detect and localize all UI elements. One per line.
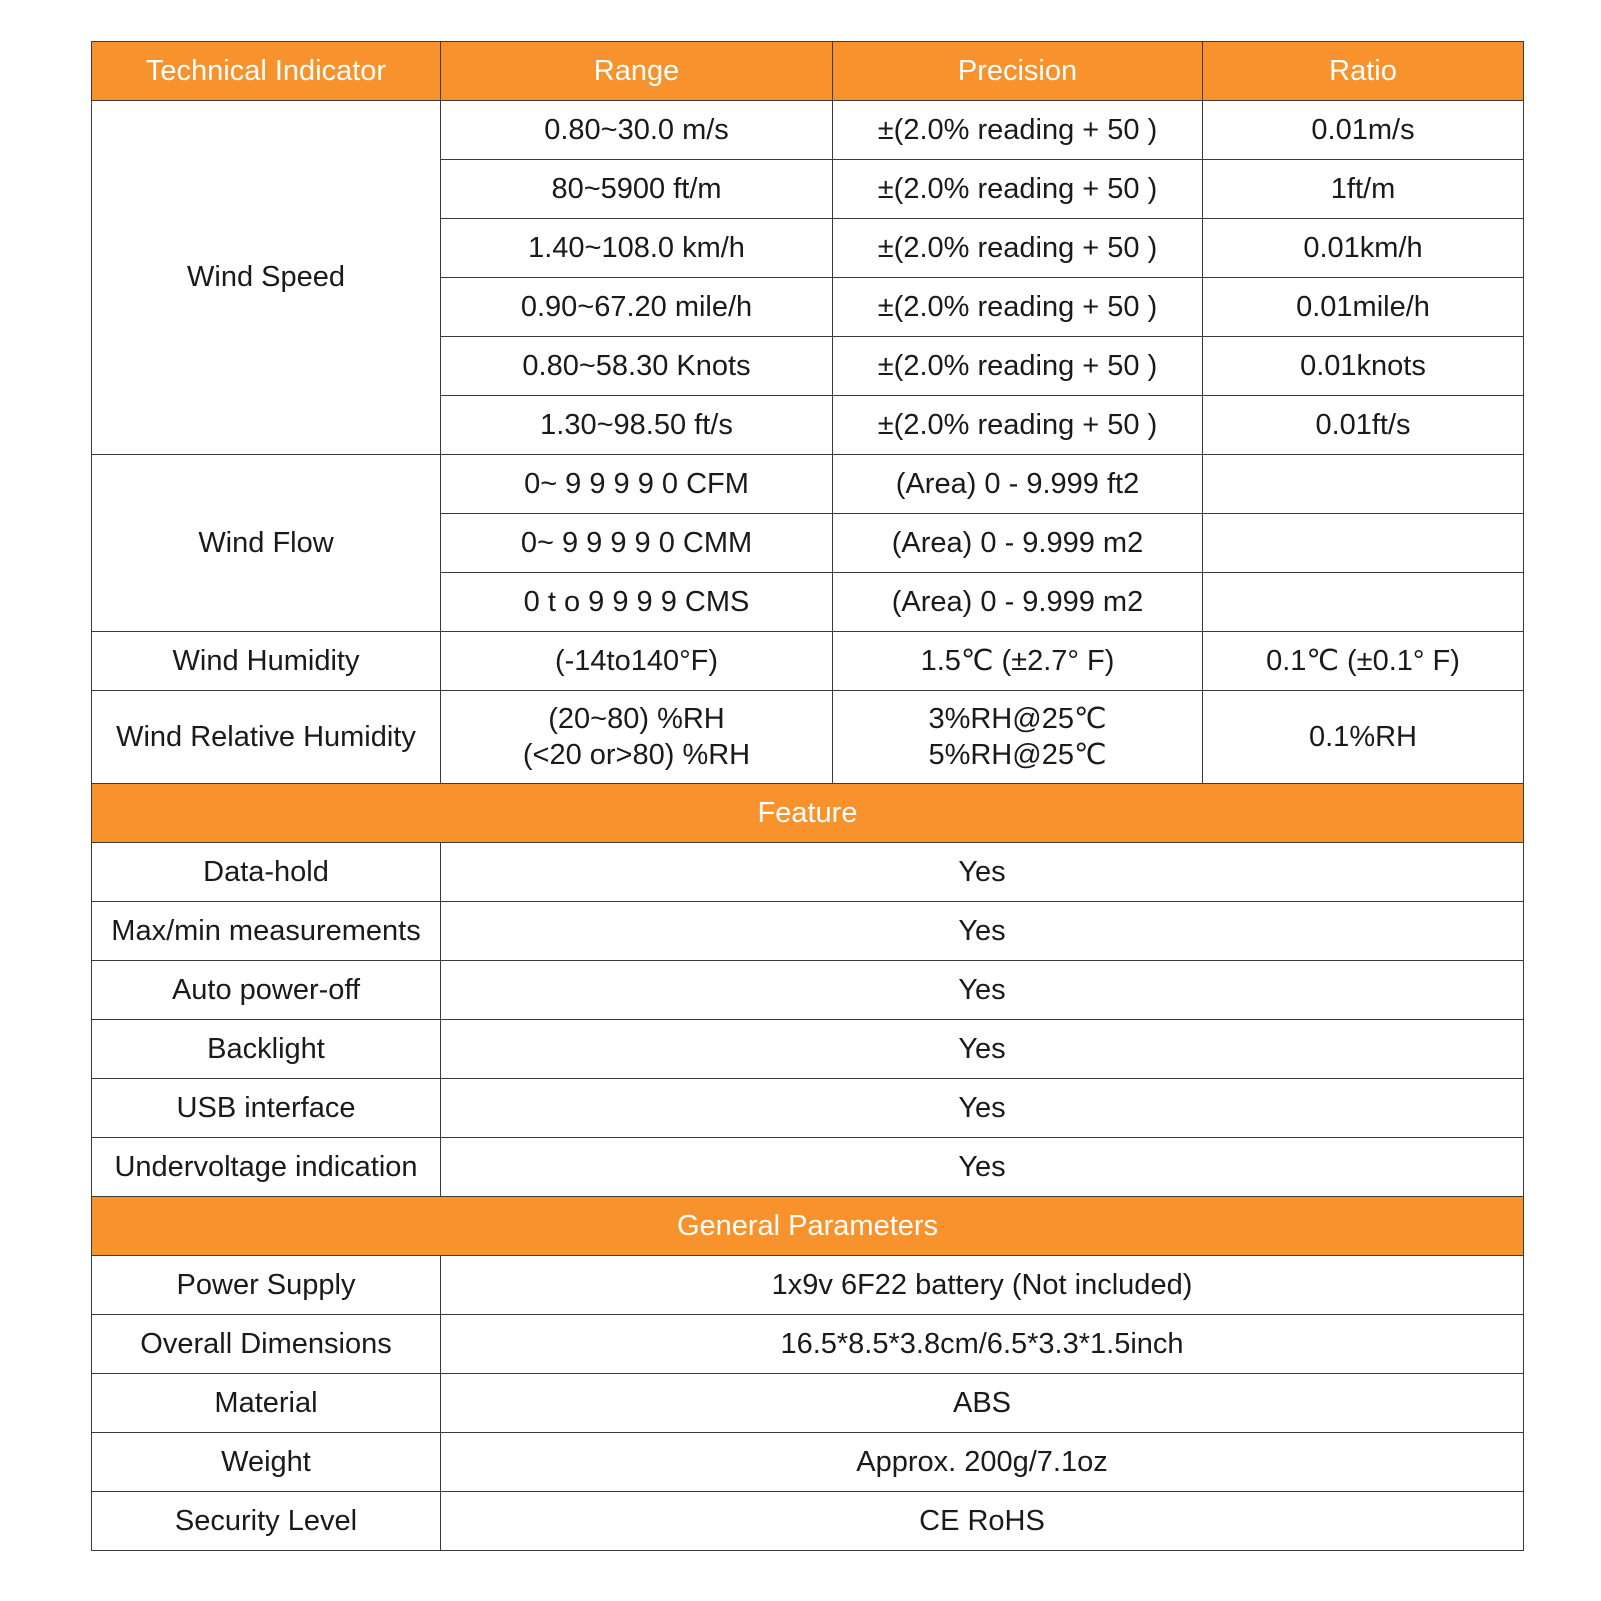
precision-cell: ±(2.0% reading + 50 ) [833, 396, 1203, 455]
table-row [92, 961, 1524, 1020]
range-cell: 0.80~58.30 Knots [441, 337, 833, 396]
wind-speed-label: Wind Speed [92, 101, 441, 455]
feature-value: Yes [441, 1020, 1524, 1079]
feature-value: Yes [441, 961, 1524, 1020]
ratio-cell: 0.1℃ (±0.1° F) [1203, 632, 1524, 691]
range-line-2: (<20 or>80) %RH [522, 739, 751, 771]
feature-value: Yes [441, 843, 1524, 902]
ratio-cell: 0.1%RH [1203, 691, 1524, 784]
range-cell: 1.30~98.50 ft/s [441, 396, 833, 455]
range-cell: (-14to140°F) [441, 632, 833, 691]
range-cell: 0 t o 9 9 9 9 CMS [441, 573, 833, 632]
parameter-label: Weight [92, 1433, 441, 1492]
ratio-cell: 0.01knots [1203, 337, 1524, 396]
precision-cell [833, 691, 1203, 784]
feature-value: Yes [441, 902, 1524, 961]
feature-label: Backlight [92, 1020, 441, 1079]
precision-cell: ±(2.0% reading + 50 ) [833, 160, 1203, 219]
feature-value: Yes [441, 1079, 1524, 1138]
table-row [92, 101, 1524, 160]
parameter-value: 1x9v 6F22 battery (Not included) [441, 1256, 1524, 1315]
feature-label: Max/min measurements [92, 902, 441, 961]
parameter-value: CE RoHS [441, 1492, 1524, 1551]
range-cell: 0~ 9 9 9 9 0 CMM [441, 514, 833, 573]
precision-cell: 1.5℃ (±2.7° F) [833, 632, 1203, 691]
feature-label: Auto power-off [92, 961, 441, 1020]
precision-line-1: 3%RH@25℃ [928, 702, 1107, 735]
parameter-value: ABS [441, 1374, 1524, 1433]
header-precision: Precision [833, 42, 1203, 101]
parameter-value: 16.5*8.5*3.8cm/6.5*3.3*1.5inch [441, 1315, 1524, 1374]
precision-cell: (Area) 0 - 9.999 m2 [833, 514, 1203, 573]
ratio-cell [1203, 573, 1524, 632]
ratio-cell: 0.01ft/s [1203, 396, 1524, 455]
ratio-cell: 0.01km/h [1203, 219, 1524, 278]
table-row [92, 1256, 1524, 1315]
range-cell: 0.80~30.0 m/s [441, 101, 833, 160]
feature-title: Feature [92, 784, 1524, 843]
ratio-cell [1203, 455, 1524, 514]
parameter-label: Overall Dimensions [92, 1315, 441, 1374]
feature-label: Data-hold [92, 843, 441, 902]
parameter-label: Material [92, 1374, 441, 1433]
table-row [92, 1315, 1524, 1374]
table-row [92, 1079, 1524, 1138]
precision-cell: ±(2.0% reading + 50 ) [833, 278, 1203, 337]
range-cell [441, 691, 833, 784]
wind-relative-humidity-label: Wind Relative Humidity [92, 691, 441, 784]
header-ratio: Ratio [1203, 42, 1524, 101]
wind-flow-label: Wind Flow [92, 455, 441, 632]
range-cell: 1.40~108.0 km/h [441, 219, 833, 278]
precision-line-2: 5%RH@25℃ [928, 739, 1107, 771]
feature-label: Undervoltage indication [92, 1138, 441, 1197]
general-parameters-title: General Parameters [92, 1197, 1524, 1256]
table-row [92, 1492, 1524, 1551]
range-cell: 0.90~67.20 mile/h [441, 278, 833, 337]
precision-cell: ±(2.0% reading + 50 ) [833, 337, 1203, 396]
table-row [92, 843, 1524, 902]
range-line-1: (20~80) %RH [548, 702, 725, 735]
precision-cell: ±(2.0% reading + 50 ) [833, 101, 1203, 160]
header-range: Range [441, 42, 833, 101]
table-row [92, 1433, 1524, 1492]
table-row [92, 691, 1524, 784]
spec-table [91, 41, 1524, 1551]
header-row [92, 42, 1524, 101]
section-header-row [92, 784, 1524, 843]
ratio-cell [1203, 514, 1524, 573]
precision-cell: (Area) 0 - 9.999 m2 [833, 573, 1203, 632]
table-row [92, 1138, 1524, 1197]
ratio-cell: 0.01m/s [1203, 101, 1524, 160]
table-row [92, 902, 1524, 961]
range-cell: 80~5900 ft/m [441, 160, 833, 219]
feature-label: USB interface [92, 1079, 441, 1138]
section-header-row [92, 1197, 1524, 1256]
table-row [92, 632, 1524, 691]
table-row [92, 455, 1524, 514]
range-cell: 0~ 9 9 9 9 0 CFM [441, 455, 833, 514]
precision-cell: (Area) 0 - 9.999 ft2 [833, 455, 1203, 514]
parameter-label: Power Supply [92, 1256, 441, 1315]
parameter-value: Approx. 200g/7.1oz [441, 1433, 1524, 1492]
parameter-label: Security Level [92, 1492, 441, 1551]
wind-humidity-label: Wind Humidity [92, 632, 441, 691]
ratio-cell: 0.01mile/h [1203, 278, 1524, 337]
table-row [92, 1374, 1524, 1433]
header-technical-indicator: Technical Indicator [92, 42, 441, 101]
precision-cell: ±(2.0% reading + 50 ) [833, 219, 1203, 278]
ratio-cell: 1ft/m [1203, 160, 1524, 219]
feature-value: Yes [441, 1138, 1524, 1197]
table-row [92, 1020, 1524, 1079]
